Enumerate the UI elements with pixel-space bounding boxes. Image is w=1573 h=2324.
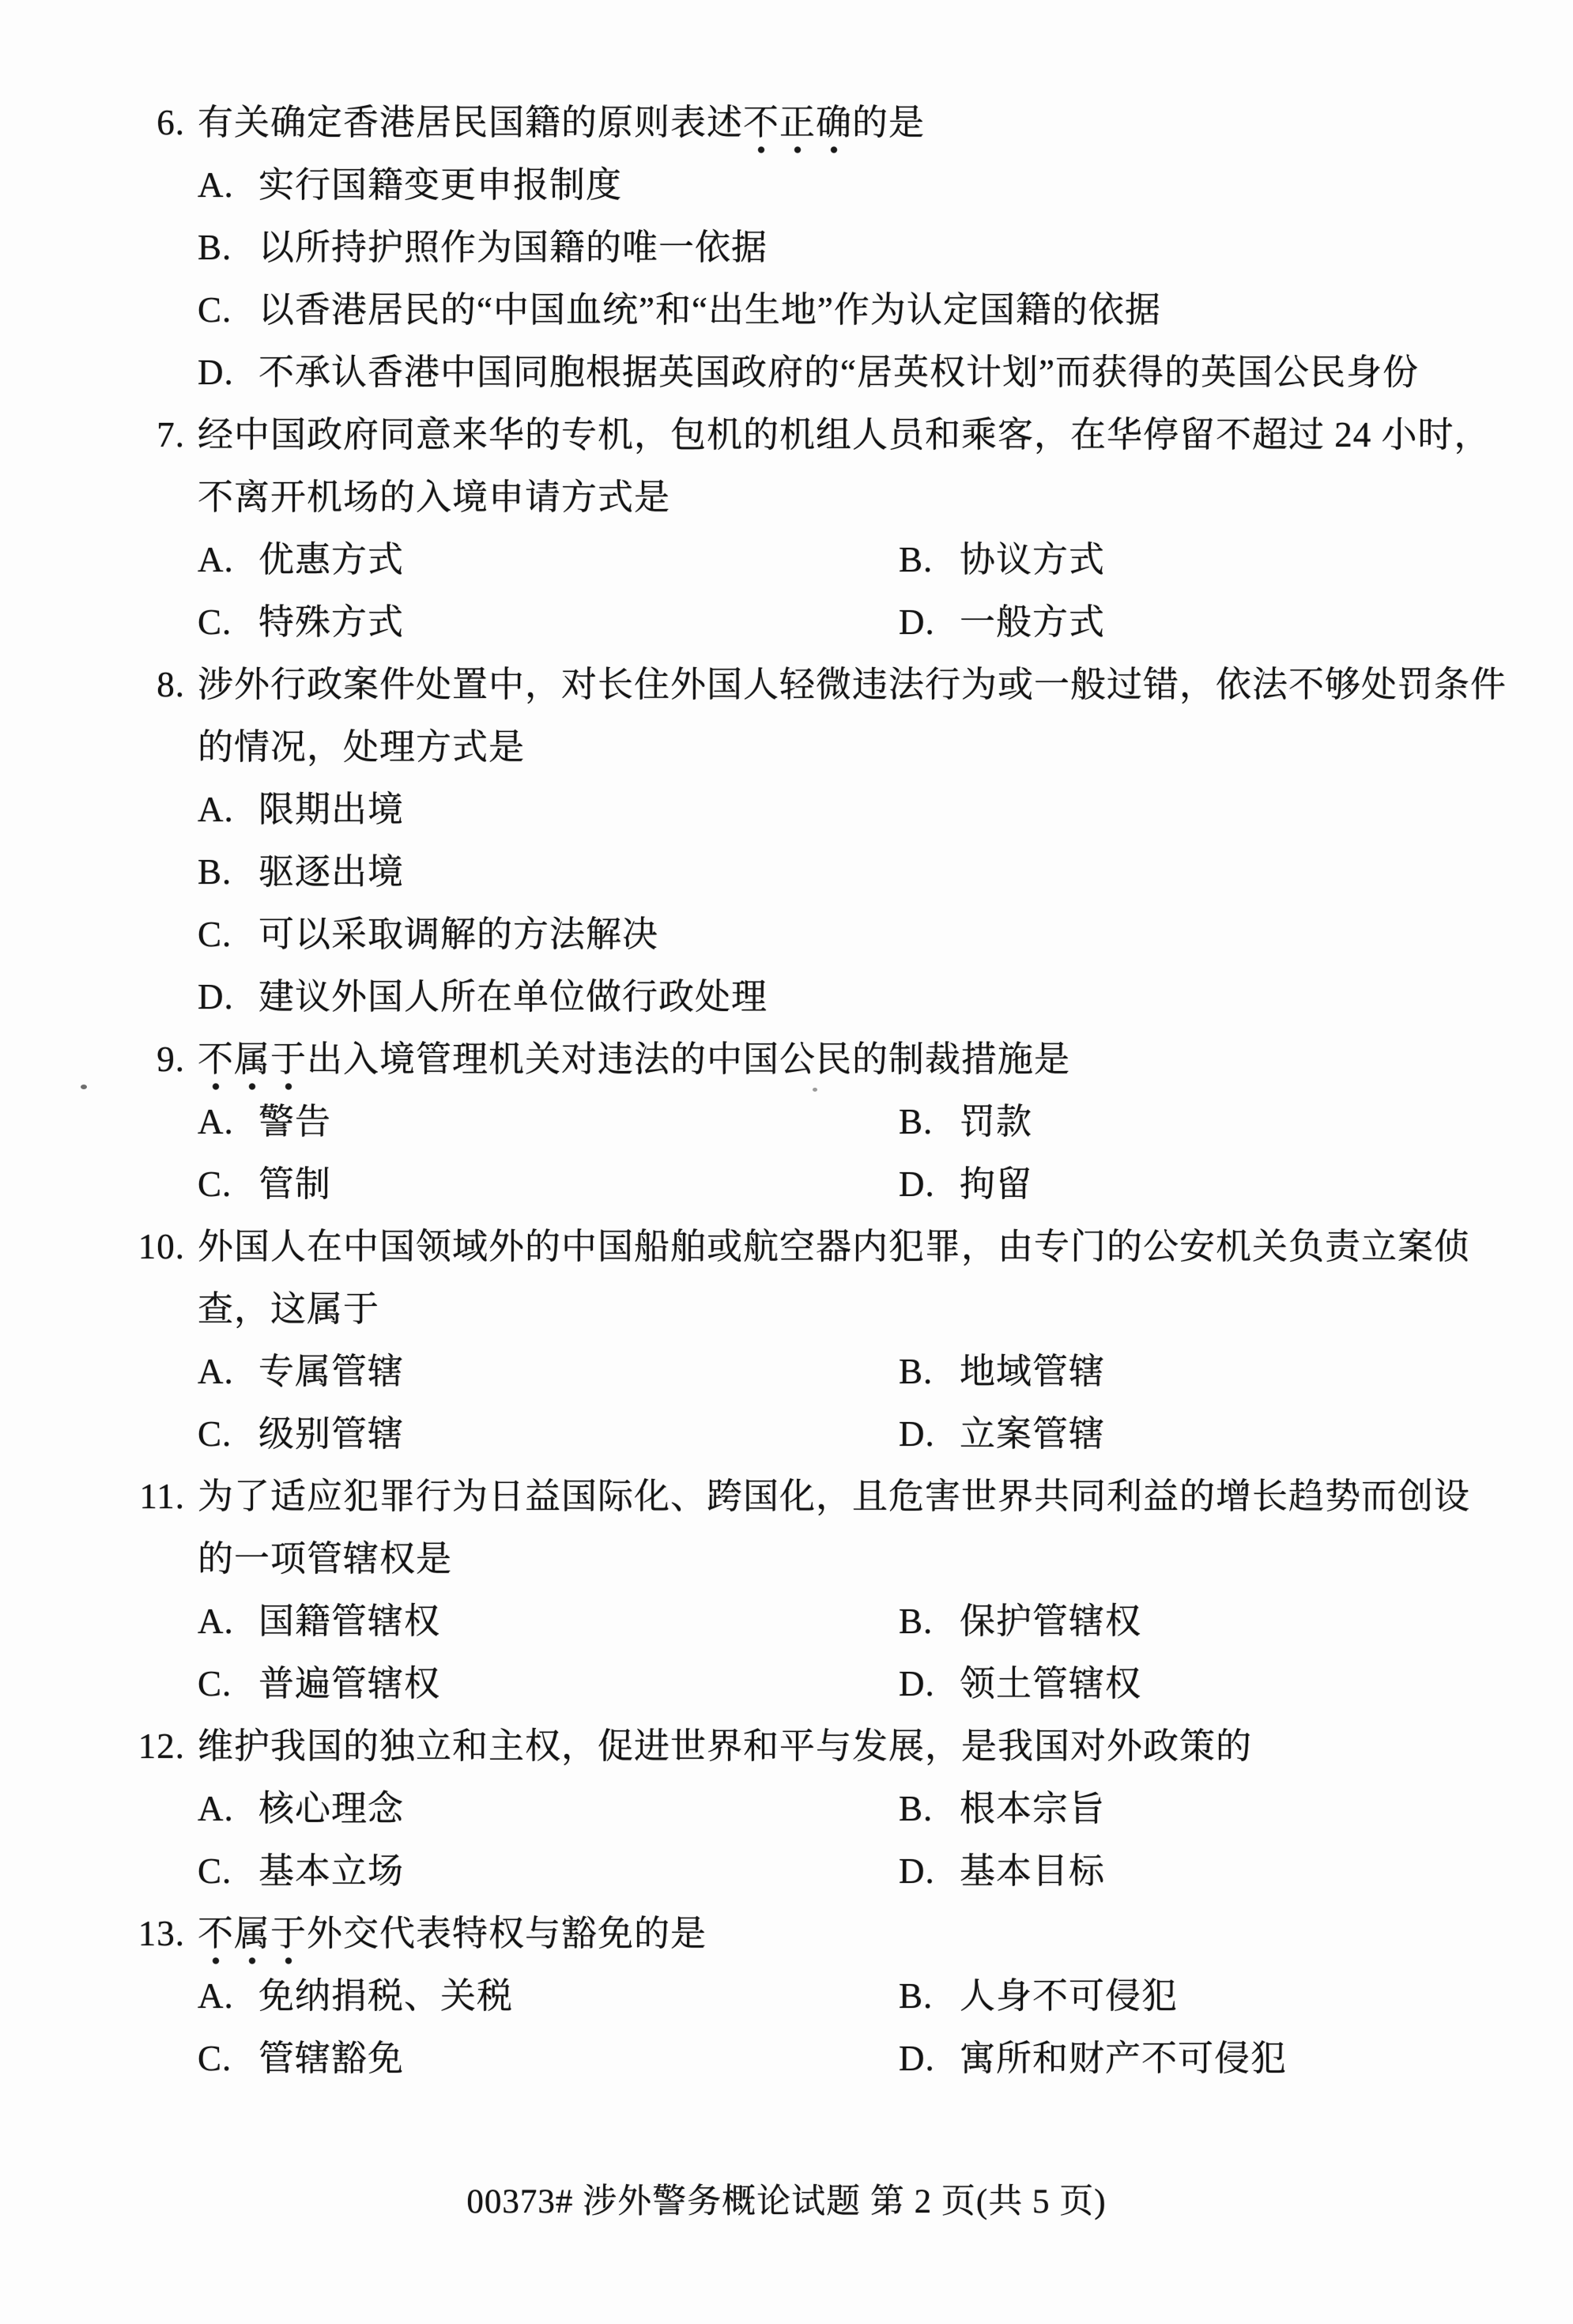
stem-post: 外交代表特权与豁免的是 [307, 1914, 707, 1953]
page-footer: 00373# 涉外警务概论试题 第 2 页(共 5 页) [466, 2183, 1107, 2220]
option-row [0, 1590, 1573, 1653]
question-stem-line [0, 92, 1573, 154]
option-text: 拘留 [960, 1164, 1033, 1204]
option-text: 罚款 [960, 1102, 1033, 1141]
option-row [0, 1653, 1573, 1715]
option-c [198, 1403, 899, 1466]
option-c [198, 1840, 899, 1903]
option-label: B. [899, 1602, 934, 1641]
option-label: D. [899, 1851, 935, 1891]
question-12 [0, 1715, 1573, 1903]
option-a [198, 1778, 899, 1840]
option-text: 管制 [258, 1164, 332, 1204]
question-stem-line [0, 654, 1573, 716]
option-text: 优惠方式 [258, 540, 405, 579]
option-b [899, 1102, 1032, 1141]
stem-pre: 为了适应犯罪行为日益国际化、跨国化，且危害世界共同利益的增长趋势而创设 [198, 1477, 1471, 1516]
option-row [0, 529, 1573, 591]
question-10 [0, 1216, 1573, 1466]
option-label: C. [198, 915, 232, 954]
option-b [899, 1789, 1105, 1828]
question-number: 6. [157, 103, 185, 142]
stem-emphasis: 不属于 [198, 1914, 307, 1965]
option-label: D. [899, 1414, 935, 1454]
option-label: B. [198, 852, 232, 892]
option-label: B. [899, 1976, 934, 2016]
option-a [198, 529, 899, 591]
option-c [198, 1153, 899, 1216]
option-b [899, 1352, 1105, 1391]
question-number: 7. [157, 415, 185, 455]
option-row [0, 841, 1573, 904]
option-label: C. [198, 1414, 232, 1454]
stem-pre: 维护我国的独立和主权，促进世界和平与发展，是我国对外政策的 [198, 1726, 1253, 1766]
option-label: B. [899, 1352, 934, 1391]
option-text: 管辖豁免 [258, 2039, 405, 2078]
question-stem [198, 103, 925, 154]
question-stem-line [0, 466, 1573, 529]
option-label: B. [899, 1102, 934, 1141]
option-c [198, 591, 899, 654]
option-row [0, 1840, 1573, 1903]
option-d [899, 2039, 1287, 2078]
option-row [0, 1341, 1573, 1403]
option-label: B. [899, 540, 934, 579]
option-d [899, 1851, 1105, 1891]
option-label: C. [198, 1851, 232, 1891]
question-7 [0, 404, 1573, 654]
option-text: 限期出境 [258, 790, 405, 829]
question-number: 11. [139, 1477, 185, 1516]
stem-pre: 有关确定香港居民国籍的原则表述 [198, 103, 744, 142]
option-label: A. [198, 540, 234, 579]
option-a [198, 1965, 899, 2028]
question-11 [0, 1466, 1573, 1715]
option-text: 普遍管辖权 [258, 1664, 441, 1703]
question-stem-line [0, 1466, 1573, 1528]
option-text: 人身不可侵犯 [960, 1976, 1179, 2016]
option-b [899, 540, 1105, 579]
option-label: C. [198, 290, 232, 330]
scan-artifact [81, 1085, 87, 1089]
stem-post: 出入境管理机关对违法的中国公民的制裁措施是 [307, 1039, 1071, 1079]
option-row [0, 779, 1573, 841]
option-text: 特殊方式 [258, 602, 405, 642]
option-text: 可以采取调解的方法解决 [258, 915, 659, 954]
question-13 [0, 1903, 1573, 2090]
stem-emphasis: 不属于 [198, 1039, 307, 1091]
option-text: 驱逐出境 [258, 852, 405, 892]
option-label: A. [198, 1976, 234, 2016]
option-d [899, 1414, 1105, 1454]
option-label: B. [198, 228, 232, 267]
option-text: 核心理念 [258, 1789, 405, 1828]
option-text: 立案管辖 [960, 1414, 1106, 1454]
option-text: 不承认香港中国同胞根据英国政府的“居英权计划”而获得的英国公民身份 [258, 353, 1419, 392]
option-row [0, 591, 1573, 654]
option-row [0, 341, 1573, 404]
option-row [0, 1091, 1573, 1153]
option-row [0, 904, 1573, 966]
question-number: 12. [138, 1726, 185, 1766]
option-row [0, 154, 1573, 217]
option-c [198, 2028, 899, 2090]
option-text: 建议外国人所在单位做行政处理 [258, 977, 768, 1017]
question-8 [0, 654, 1573, 1028]
option-row [0, 1778, 1573, 1840]
option-a [198, 1590, 899, 1653]
stem-post: 的是 [852, 103, 926, 142]
stem-pre: 的一项管辖权是 [198, 1539, 453, 1579]
option-row [0, 2028, 1573, 2090]
question-stem [198, 1039, 1070, 1091]
stem-pre: 不离开机场的入境申请方式是 [198, 477, 671, 517]
option-row [0, 217, 1573, 279]
question-stem-line [0, 1528, 1573, 1590]
question-number: 13. [138, 1914, 185, 1953]
option-b [899, 1602, 1141, 1641]
option-label: D. [198, 977, 234, 1017]
option-row [0, 1153, 1573, 1216]
option-text: 领土管辖权 [960, 1664, 1142, 1703]
question-number: 8. [157, 665, 185, 704]
question-stem [198, 1914, 707, 1965]
stem-pre: 涉外行政案件处置中，对长住外国人轻微违法行为或一般过错，依法不够处罚条件 [198, 665, 1507, 704]
question-number: 9. [157, 1039, 185, 1079]
option-d [899, 1664, 1141, 1703]
option-text: 基本立场 [258, 1851, 405, 1891]
option-a [198, 1341, 899, 1403]
option-text: 级别管辖 [258, 1414, 405, 1454]
question-stem-line [0, 1278, 1573, 1341]
option-a [198, 1091, 899, 1153]
option-label: C. [198, 1664, 232, 1703]
exam-content [0, 92, 1573, 2226]
option-text: 实行国籍变更申报制度 [258, 165, 623, 205]
question-number: 10. [138, 1227, 185, 1266]
option-label: C. [198, 1164, 232, 1204]
scan-artifact [813, 1088, 817, 1092]
question-stem-line [0, 404, 1573, 466]
option-label: B. [899, 1789, 934, 1828]
option-text: 根本宗旨 [960, 1789, 1106, 1828]
question-stem-line [0, 716, 1573, 779]
option-text: 专属管辖 [258, 1352, 405, 1391]
option-text: 寓所和财产不可侵犯 [960, 2039, 1288, 2078]
option-label: D. [899, 602, 935, 642]
option-d [899, 602, 1105, 642]
option-text: 以香港居民的“中国血统”和“出生地”作为认定国籍的依据 [258, 290, 1161, 330]
option-label: D. [899, 1164, 935, 1204]
option-label: D. [899, 1664, 935, 1703]
option-text: 以所持护照作为国籍的唯一依据 [258, 228, 768, 267]
question-9 [0, 1028, 1573, 1216]
option-text: 一般方式 [960, 602, 1106, 642]
stem-pre: 经中国政府同意来华的专机，包机的机组人员和乘客，在华停留不超过 24 小时， [198, 415, 1491, 455]
stem-pre: 外国人在中国领域外的中国船舶或航空器内犯罪，由专门的公安机关负责立案侦 [198, 1227, 1471, 1266]
option-text: 基本目标 [960, 1851, 1106, 1891]
option-d [899, 1164, 1032, 1204]
option-text: 地域管辖 [960, 1352, 1106, 1391]
option-label: A. [198, 790, 234, 829]
option-text: 保护管辖权 [960, 1602, 1142, 1641]
option-row [0, 1403, 1573, 1466]
stem-pre: 的情况，处理方式是 [198, 727, 526, 767]
question-stem-line [0, 1903, 1573, 1965]
option-row [0, 1965, 1573, 2028]
stem-pre: 查，这属于 [198, 1289, 380, 1329]
option-text: 协议方式 [960, 540, 1106, 579]
option-row [0, 966, 1573, 1028]
question-stem-line [0, 1028, 1573, 1091]
option-label: A. [198, 165, 234, 205]
option-row [0, 279, 1573, 341]
option-label: A. [198, 1602, 234, 1641]
option-text: 警告 [258, 1102, 332, 1141]
option-label: A. [198, 1789, 234, 1828]
option-label: D. [198, 353, 234, 392]
option-c [198, 1653, 899, 1715]
option-text: 国籍管辖权 [258, 1602, 441, 1641]
question-stem-line [0, 1216, 1573, 1278]
option-label: A. [198, 1102, 234, 1141]
stem-emphasis: 不正确 [743, 103, 852, 154]
question-stem-line [0, 1715, 1573, 1778]
option-text: 免纳捐税、关税 [258, 1976, 514, 2016]
option-label: C. [198, 2039, 232, 2078]
option-label: D. [899, 2039, 935, 2078]
question-6 [0, 92, 1573, 404]
option-b [899, 1976, 1178, 2016]
option-label: C. [198, 602, 232, 642]
option-label: A. [198, 1352, 234, 1391]
